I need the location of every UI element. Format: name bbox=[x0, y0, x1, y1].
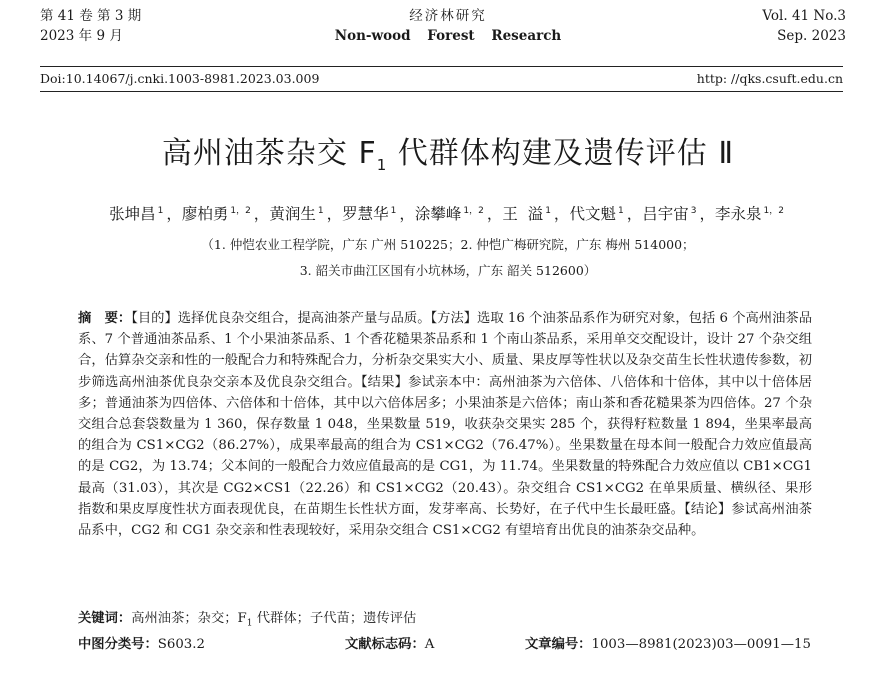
doi-divider bbox=[40, 91, 843, 92]
author-name: 吕宇宙 bbox=[642, 205, 689, 223]
header-divider bbox=[40, 66, 843, 67]
author-affiliation-mark: 3 bbox=[690, 205, 697, 216]
author-affiliation-mark: 1 bbox=[157, 205, 164, 216]
abstract bbox=[78, 308, 812, 541]
author-affiliation-mark: 1 bbox=[617, 205, 624, 216]
issue-date-en: Sep. 2023 bbox=[777, 28, 846, 44]
keywords-subscript: 1 bbox=[246, 618, 253, 629]
author-name: 张坤昌 bbox=[109, 205, 156, 223]
abstract-text: 【目的】选择优良杂交组合，提高油茶产量与品质。【方法】选取 16 个油茶品系作为研究对象，包括 6 个高州油茶品系、7 个普通油茶品系、1 个小果油茶品系、1 个香花糙果茶品系和 1 个南山茶品系，采用单交交配设计，设计 27 个杂交组合，估算杂交亲和性的一般配合力和特殊配合力，分析杂交果实大小、质量、果皮厚等性状以及杂交苗生长性状遗传参数，初步筛选高州油茶优良杂交亲本及优良杂交组合。【结果】参试亲本中：高州油茶为六倍体、八倍体和十倍体，其中以十倍体居多；普通油茶为四倍体、六倍体和十倍体，其中以六倍体居多；小果油茶是六倍体；南山茶和香花糙果茶为四倍体。27 个杂交组合总套袋数量为 1 360，保存数量 1 048，坐果数量 519，收获杂交果实 285 个，获得籽粒数量 1 894，坐果率最高的组合为 CS1×CG2（86.27%），成果率最高的组合为 CS1×CG2（76.47%）。坐果数量在母本间一般配合力效应值最高的是 CG2，为 13.74；父本间的一般配合力效应值最高的是 CG1，为 11.74。坐果数量的特殊配合力效应值以 CB1×CG1 最高（31.03），其次是 CG2×CS1（22.26）和 CS1×CG2（20.43）。杂交组合 CS1×CG2 在单果质量、横纵径、果形指数和果皮厚度性状方面表现优良，在苗期生长性状方面，发芽率高、长势好，在子代中生长最旺盛。【结论】参试高州油茶品系中，CG2 和 CG1 杂交亲和性表现较好，采用杂交组合 CS1×CG2 有望培育出优良的油茶杂交品种。 bbox=[78, 311, 812, 539]
author bbox=[182, 205, 269, 223]
author-affiliation-mark: 1 bbox=[317, 205, 324, 216]
article-number-value: 1003—8981(2023)03—0091—15 bbox=[591, 637, 811, 652]
keywords-label: 关键词： bbox=[78, 611, 132, 626]
author-separator: ， bbox=[486, 205, 503, 223]
author-affiliation-mark: 1 bbox=[390, 205, 397, 216]
author-name: 王 溢 bbox=[502, 205, 544, 223]
author-name: 涂攀峰 bbox=[414, 205, 462, 223]
title-main: 高州油茶杂交 F bbox=[161, 136, 377, 171]
journal-name-en: Non-wood Forest Research bbox=[334, 28, 562, 44]
author bbox=[109, 205, 182, 223]
keywords bbox=[78, 607, 416, 629]
author-name: 代文魁 bbox=[569, 205, 616, 223]
author-name: 廖柏勇 bbox=[181, 205, 229, 223]
document-code-value: A bbox=[424, 637, 435, 652]
author-separator: ， bbox=[699, 205, 715, 223]
author bbox=[269, 205, 342, 223]
clc-label: 中图分类号： bbox=[78, 637, 158, 652]
author bbox=[342, 205, 415, 223]
journal-url[interactable]: http: //qks.csuft.edu.cn bbox=[696, 71, 843, 86]
title-suffix: 代群体构建及遗传评估 Ⅱ bbox=[387, 136, 735, 171]
document-code bbox=[345, 633, 434, 652]
keywords-suffix: 代群体；子代苗；遗传评估 bbox=[252, 611, 417, 626]
author-affiliation-mark: 1，2 bbox=[763, 205, 784, 216]
volume-issue-en bbox=[762, 6, 846, 46]
author-list bbox=[0, 202, 896, 224]
document-code-label: 文献标志码： bbox=[345, 637, 425, 652]
author bbox=[569, 205, 642, 223]
title-subscript: 1 bbox=[376, 156, 388, 174]
author bbox=[642, 205, 715, 223]
affiliation-line-2: 3. 韶关市曲江区国有小坑林场，广东 韶关 512600） bbox=[299, 263, 597, 278]
author-affiliation-mark: 1，2 bbox=[230, 205, 251, 216]
volume-number-en: Vol. 41 No.3 bbox=[762, 8, 846, 24]
author bbox=[502, 205, 569, 223]
clc-value: S603.2 bbox=[157, 637, 205, 652]
author-name: 李永泉 bbox=[714, 205, 762, 223]
author-affiliation-mark: 1，2 bbox=[463, 205, 484, 216]
abstract-label: 摘 要： bbox=[78, 311, 132, 326]
author-separator: ， bbox=[326, 205, 343, 223]
volume-issue-cn: 第 41 卷 第 3 期 bbox=[40, 8, 142, 24]
author-separator: ， bbox=[626, 205, 643, 223]
article-title bbox=[0, 128, 896, 174]
journal-header bbox=[0, 0, 896, 64]
author bbox=[715, 205, 787, 223]
author-name: 罗慧华 bbox=[342, 205, 389, 223]
affiliation-line-1: （1. 仲恺农业工程学院，广东 广州 510225；2. 仲恺广梅研究院，广东 梅州 514000； bbox=[201, 237, 695, 252]
article-number-label: 文章编号： bbox=[525, 637, 592, 652]
article-number bbox=[525, 633, 811, 652]
author-separator: ， bbox=[166, 205, 182, 223]
author bbox=[415, 205, 502, 223]
author-name: 黄润生 bbox=[269, 205, 316, 223]
doi[interactable]: Doi:10.14067/j.cnki.1003-8981.2023.03.009 bbox=[40, 71, 320, 86]
author-separator: ， bbox=[253, 205, 270, 223]
author-affiliation-mark: 1 bbox=[545, 205, 551, 216]
author-separator: ， bbox=[399, 205, 415, 223]
keywords-text: 高州油茶；杂交；F bbox=[131, 611, 247, 626]
clc-number bbox=[78, 633, 205, 652]
journal-name-cn: 经济林研究 bbox=[409, 8, 487, 24]
issue-date-cn: 2023 年 9 月 bbox=[40, 28, 123, 44]
author-separator: ， bbox=[553, 205, 570, 223]
